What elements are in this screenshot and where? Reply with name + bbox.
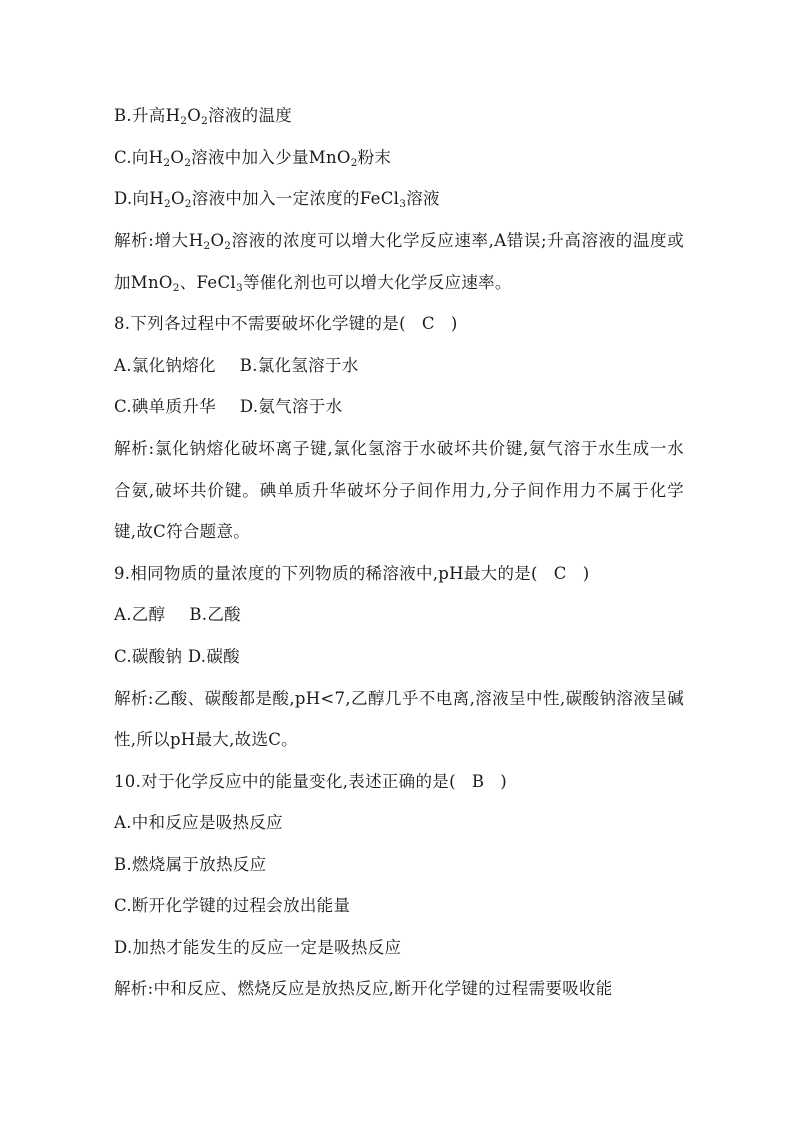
q8-options-ab: [114, 352, 684, 380]
q9-options-cd: [114, 643, 684, 671]
q9-option-b: B.乙酸: [189, 605, 241, 625]
q10-analysis: 解析:中和反应、燃烧反应是放热反应,断开化学键的过程需要吸收能: [114, 979, 613, 999]
q8-option-a: A.氯化钠熔化: [114, 355, 216, 375]
q9-stem-close: ): [582, 563, 590, 583]
q8-stem-text: 8.下列各过程中不需要破坏化学键的是(: [114, 313, 406, 333]
q8-option-b: B.氯化氢溶于水: [239, 355, 359, 375]
q9-options-ab: [114, 601, 684, 629]
q8-stem: [114, 310, 684, 338]
q7-option-d: D.向$H_2O_2$溶液中加入一定浓度的FeCl$_3$溶液: [114, 189, 440, 211]
q10-option-d: D.加热才能发生的反应一定是吸热反应: [114, 937, 402, 957]
q10-answer: B: [471, 771, 485, 791]
q7-option-b: B.升高$H_2O_2$溶液的温度: [114, 106, 293, 127]
q8-option-c: C.碘单质升华: [114, 397, 216, 417]
q9-option-a: A.乙醇: [114, 605, 166, 625]
q9-stem-text: 9.相同物质的量浓度的下列物质的稀溶液中,pH最大的是(: [114, 563, 538, 583]
q9-answer: C: [553, 563, 567, 583]
q8-analysis: 解析:氯化钠熔化破坏离子键,氯化氢溶于水破坏共价键,氨气溶于水生成一水合氨,破坏共价键。碘单质升华破坏分子间作用力,分子间作用力不属于化学键,故C符合题意。: [114, 438, 684, 542]
q10-stem: [114, 768, 684, 796]
q10-stem-close: ): [500, 771, 508, 791]
document-page: [114, 102, 684, 1017]
q7-option-c: C.向$H_2O_2$溶液中加入少量MnO$_2$粉末: [114, 147, 392, 169]
q8-options-cd: [114, 393, 684, 421]
q8-option-d: D.氨气溶于水: [239, 397, 343, 417]
q9-analysis: 解析:乙酸、碳酸都是酸,pH<7,乙醇几乎不电离,溶液呈中性,碳酸钠溶液呈碱性,所以pH最大,故选C。: [114, 688, 684, 750]
q9-option-c: C.碳酸钠: [114, 646, 183, 666]
q7-analysis: 解析:增大$H_2O_2$溶液的浓度可以增大化学反应速率,A错误;升高溶液的温度或加MnO$_2$、FeCl$_3$等催化剂也可以增大化学反应速率。: [114, 230, 685, 294]
q8-stem-close: ): [450, 313, 458, 333]
q9-option-d: D.碳酸: [187, 646, 240, 666]
q9-stem: [114, 560, 684, 588]
q10-option-b: B.燃烧属于放热反应: [114, 854, 267, 874]
q10-stem-text: 10.对于化学反应中的能量变化,表述正确的是(: [114, 771, 456, 791]
q10-option-c: C.断开化学键的过程会放出能量: [114, 896, 351, 916]
q10-option-a: A.中和反应是吸热反应: [114, 813, 283, 833]
q8-answer: C: [421, 313, 435, 333]
